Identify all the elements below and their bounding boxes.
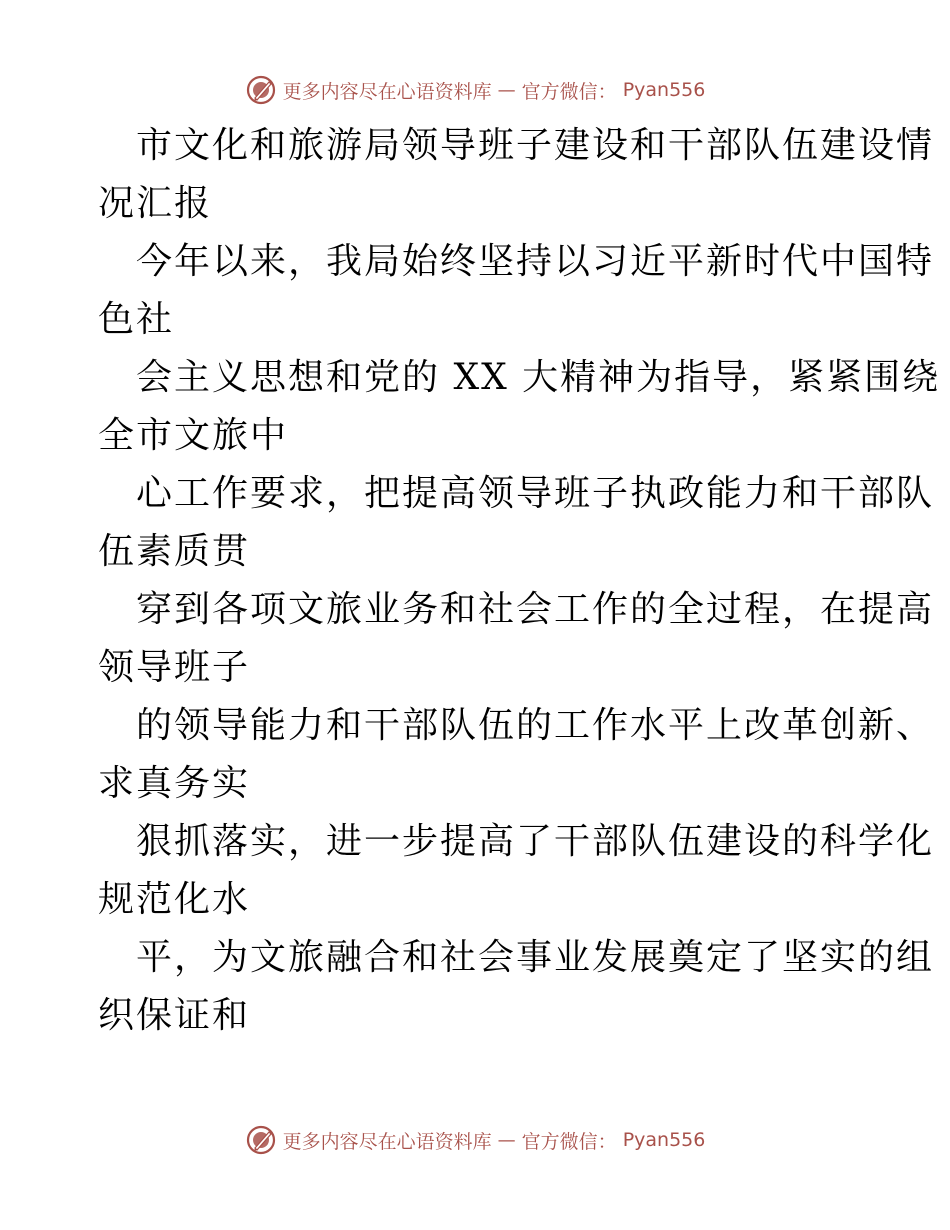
text-line: 全市文旅中 — [98, 415, 289, 456]
header-watermark — [0, 70, 950, 110]
text-line: 求真务实 — [98, 763, 251, 804]
text-line: 况汇报 — [98, 183, 213, 224]
watermark-wechat-label: 官方微信： — [521, 80, 617, 103]
text-line: 领导班子 — [98, 647, 251, 688]
footer-watermark — [0, 1120, 950, 1160]
pen-logo-icon — [245, 1124, 277, 1156]
watermark-brand-text: 更多内容尽在心语资料库 — [282, 1130, 492, 1153]
text-line: 今年以来，我局始终坚持以习近平新时代中国特 — [136, 241, 935, 282]
text-line: 平，为文旅融合和社会事业发展奠定了坚实的组 — [136, 937, 935, 978]
watermark-wechat-id: Pyan556 — [622, 79, 706, 101]
watermark-dash: — — [497, 79, 516, 101]
text-line: 市文化和旅游局领导班子建设和干部队伍建设情 — [136, 125, 935, 166]
watermark-dash: — — [497, 1129, 516, 1151]
text-line: 穿到各项文旅业务和社会工作的全过程，在提高 — [136, 589, 935, 630]
text-line: 的领导能力和干部队伍的工作水平上改革创新、 — [136, 705, 935, 746]
text-line: 织保证和 — [98, 995, 251, 1036]
text-line: 会主义思想和党的 XX 大精神为指导，紧紧围绕 — [136, 357, 941, 398]
text-line: 伍素质贯 — [98, 531, 251, 572]
text-line: 狠抓落实，进一步提高了干部队伍建设的科学化 — [136, 821, 935, 862]
text-line: 色社 — [98, 299, 175, 340]
watermark-wechat-id: Pyan556 — [622, 1129, 706, 1151]
text-line: 规范化水 — [98, 879, 251, 920]
watermark-wechat-label: 官方微信： — [521, 1130, 617, 1153]
pen-logo-icon — [245, 74, 277, 106]
document-body — [98, 117, 941, 1045]
text-line: 心工作要求，把提高领导班子执政能力和干部队 — [136, 473, 935, 514]
watermark-brand-text: 更多内容尽在心语资料库 — [282, 80, 492, 103]
